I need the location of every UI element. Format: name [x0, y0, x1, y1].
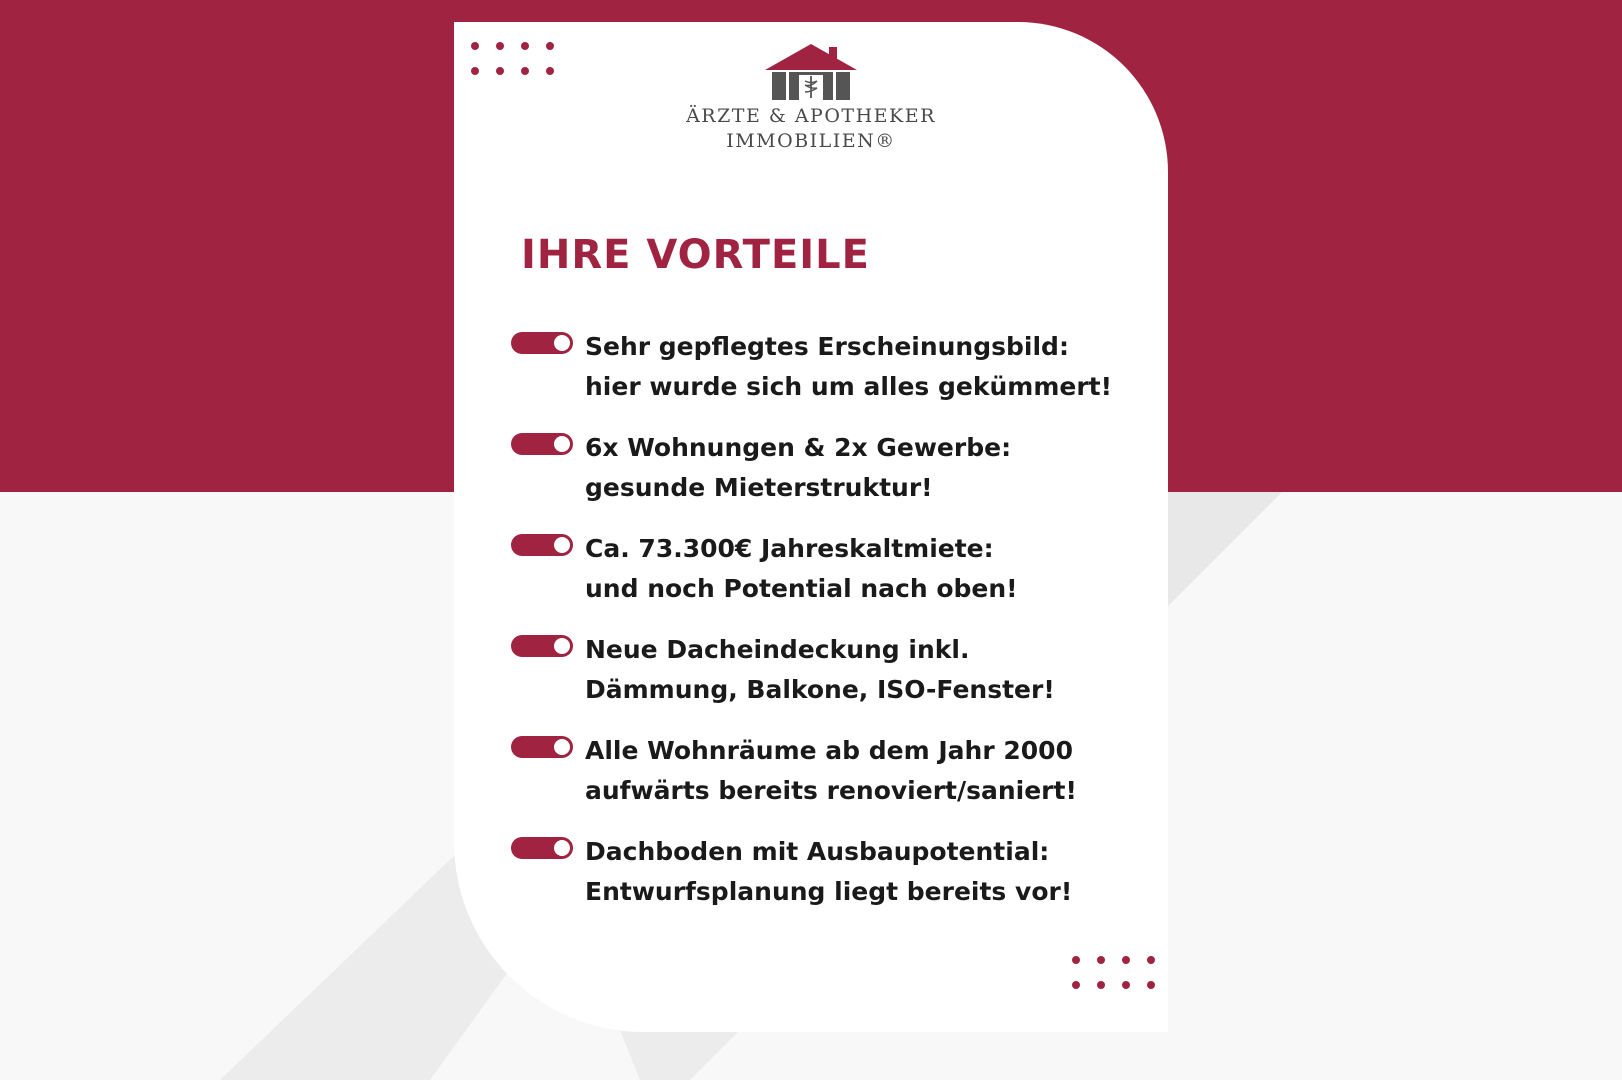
brand-logo [454, 42, 1168, 154]
benefit-text [585, 630, 1055, 710]
benefit-line1: Dachboden mit Ausbaupotential: [585, 837, 1050, 866]
benefit-text [585, 327, 1112, 407]
toggle-icon [511, 837, 573, 859]
dots-decoration-bottom [1072, 956, 1155, 989]
benefit-item [511, 529, 1151, 630]
benefit-item [511, 630, 1151, 731]
benefit-text [585, 529, 1018, 609]
benefit-line2: gesunde Mieterstruktur! [585, 473, 933, 502]
benefits-list [511, 327, 1151, 933]
benefits-card [454, 22, 1168, 1032]
house-logo-icon [765, 42, 857, 104]
benefit-text [585, 731, 1077, 811]
toggle-icon [511, 332, 573, 354]
benefit-line2: aufwärts bereits renoviert/saniert! [585, 776, 1077, 805]
benefit-text [585, 832, 1072, 912]
toggle-icon [511, 736, 573, 758]
benefit-line1: Neue Dacheindeckung inkl. [585, 635, 970, 664]
benefit-line1: 6x Wohnungen & 2x Gewerbe: [585, 433, 1012, 462]
diagonal-shape-bottom [620, 1030, 740, 1080]
brand-name-line1: ÄRZTE & APOTHEKER [686, 105, 936, 127]
toggle-icon [511, 433, 573, 455]
benefit-line1: Sehr gepflegtes Erscheinungsbild: [585, 332, 1069, 361]
toggle-icon [511, 534, 573, 556]
toggle-icon [511, 635, 573, 657]
benefit-line1: Alle Wohnräume ab dem Jahr 2000 [585, 736, 1073, 765]
benefit-text [585, 428, 1011, 508]
benefit-item [511, 731, 1151, 832]
diagonal-shape-right [1168, 492, 1282, 606]
benefit-line2: und noch Potential nach oben! [585, 574, 1018, 603]
benefit-line1: Ca. 73.300€ Jahreskaltmiete: [585, 534, 994, 563]
benefit-line2: Dämmung, Balkone, ISO-Fenster! [585, 675, 1055, 704]
benefit-line2: hier wurde sich um alles gekümmert! [585, 372, 1113, 401]
benefit-line2: Entwurfsplanung liegt bereits vor! [585, 877, 1073, 906]
benefit-item [511, 832, 1151, 933]
brand-name-line2: IMMOBILIEN® [726, 130, 896, 152]
benefit-item [511, 428, 1151, 529]
benefit-item [511, 327, 1151, 428]
page-title: IHRE VORTEILE [521, 232, 870, 278]
